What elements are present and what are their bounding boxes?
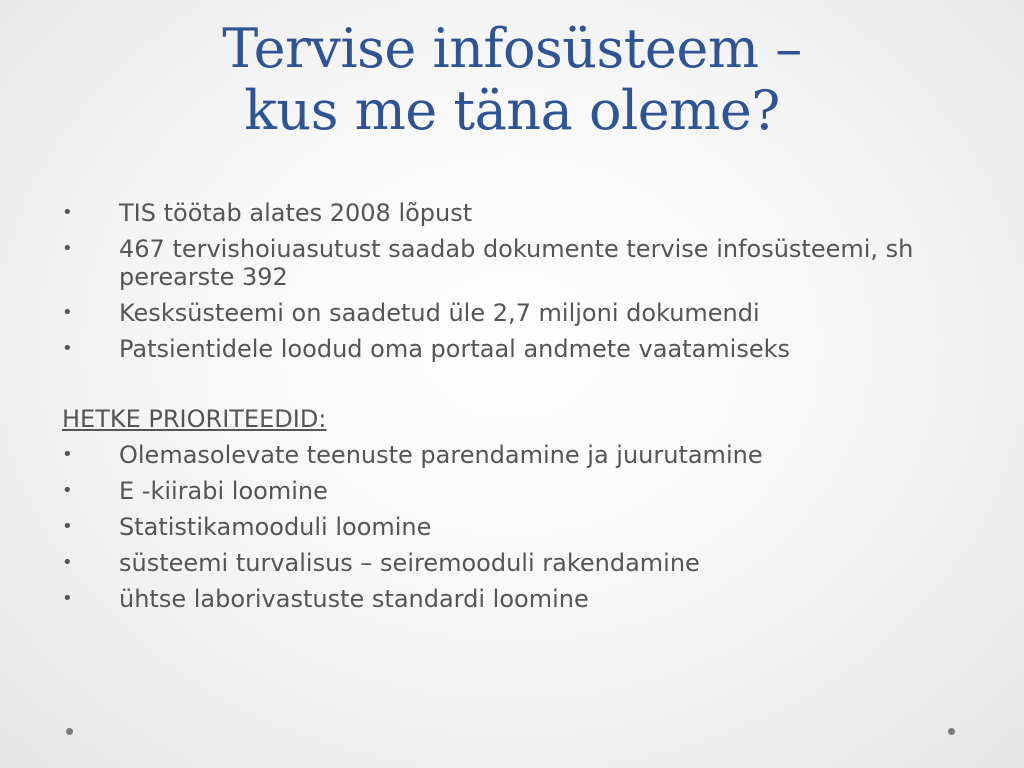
bullet-item bbox=[62, 549, 982, 577]
bullet-item bbox=[62, 441, 982, 469]
bullet-item bbox=[62, 513, 982, 541]
status-bullet-list bbox=[62, 199, 982, 363]
bullet-icon: • bbox=[62, 338, 73, 359]
bullet-item bbox=[62, 299, 982, 327]
bullet-icon: • bbox=[62, 516, 73, 537]
bullet-text: TIS töötab alates 2008 lõpust bbox=[119, 199, 473, 227]
slide-title-line-1: Tervise infosüsteem – bbox=[222, 17, 802, 80]
slide-body bbox=[62, 199, 982, 621]
bullet-text: 467 tervishoiuasutust saadab dokumente tervise infosüsteemi, sh perearste 392 bbox=[119, 235, 914, 291]
bullet-item bbox=[62, 477, 982, 505]
corner-dot-left-icon bbox=[66, 728, 73, 735]
bullet-item bbox=[62, 335, 982, 363]
bullet-text: Statistikamooduli loomine bbox=[119, 513, 432, 541]
bullet-icon: • bbox=[62, 238, 73, 259]
bullet-text: Patsientidele loodud oma portaal andmete vaatamiseks bbox=[119, 335, 791, 363]
bullet-item bbox=[62, 235, 982, 291]
slide-title bbox=[40, 18, 984, 142]
bullet-icon: • bbox=[62, 588, 73, 609]
corner-dot-right-icon bbox=[948, 728, 955, 735]
bullet-icon: • bbox=[62, 444, 73, 465]
bullet-icon: • bbox=[62, 552, 73, 573]
slide-title-line-2: kus me täna oleme? bbox=[244, 79, 780, 142]
bullet-text: süsteemi turvalisus – seiremooduli rakendamine bbox=[119, 549, 700, 577]
bullet-text: Kesksüsteemi on saadetud üle 2,7 miljoni dokumendi bbox=[119, 299, 760, 327]
bullet-icon: • bbox=[62, 302, 73, 323]
bullet-text: Olemasolevate teenuste parendamine ja juurutamine bbox=[119, 441, 763, 469]
bullet-item bbox=[62, 585, 982, 613]
priorities-bullet-list bbox=[62, 441, 982, 613]
bullet-item bbox=[62, 199, 982, 227]
bullet-text: E -kiirabi loomine bbox=[119, 477, 328, 505]
bullet-icon: • bbox=[62, 202, 73, 223]
bullet-icon: • bbox=[62, 480, 73, 501]
priorities-heading: HETKE PRIORITEEDID: bbox=[62, 405, 327, 433]
bullet-text: ühtse laborivastuste standardi loomine bbox=[119, 585, 589, 613]
section-spacer bbox=[62, 371, 982, 405]
